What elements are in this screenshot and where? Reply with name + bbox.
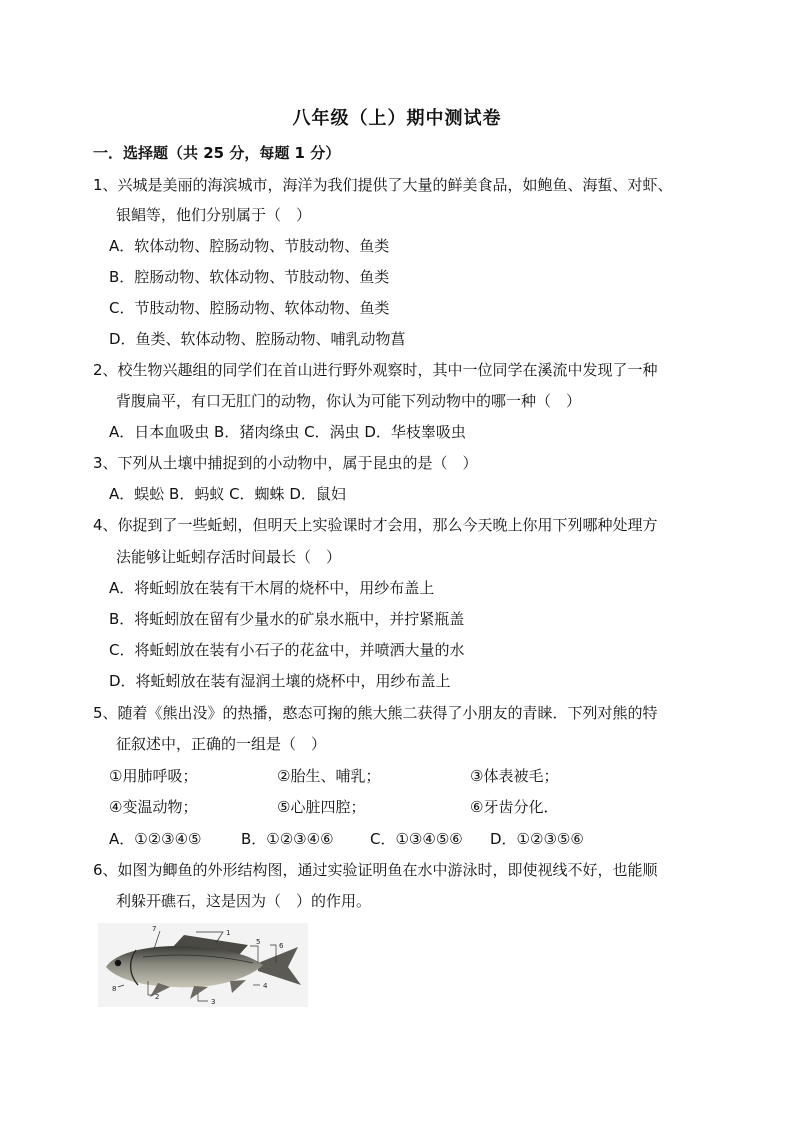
question-4-line-2: 法能够让蚯蚓存活时间最长（ ） <box>116 548 342 566</box>
question-1-option-a: A．软体动物、腔肠动物、节肢动物、鱼类 <box>109 237 390 255</box>
question-2-options: A．日本血吸虫 B．猪肉绦虫 C．涡虫 D．华枝睾吸虫 <box>109 423 466 441</box>
fig-label-2: 2 <box>155 993 160 1001</box>
question-5-item-5: ⑤心脏四腔； <box>277 798 366 816</box>
question-6-line-1: 6、如图为鲫鱼的外形结构图，通过实验证明鱼在水中游泳时，即使视线不好，也能顺 <box>93 861 658 879</box>
question-4-option-c: C．将蚯蚓放在装有小石子的花盆中，并喷洒大量的水 <box>109 641 465 659</box>
question-4-option-b: B．将蚯蚓放在留有少量水的矿泉水瓶中，并拧紧瓶盖 <box>109 610 465 628</box>
fig-label-7: 7 <box>152 925 157 933</box>
question-1-option-b: B．腔肠动物、软体动物、节肢动物、鱼类 <box>109 268 390 286</box>
question-4-option-d: D．将蚯蚓放在装有湿润土壤的烧杯中，用纱布盖上 <box>109 672 451 690</box>
question-3-line-1: 3、下列从土壤中捕捉到的小动物中，属于昆虫的是（ ） <box>93 454 478 472</box>
exam-title: 八年级（上）期中测试卷 <box>292 108 502 129</box>
question-1-option-c: C．节肢动物、腔肠动物、软体动物、鱼类 <box>109 299 390 317</box>
fig-label-4: 4 <box>263 982 268 990</box>
fig-label-6: 6 <box>279 942 284 950</box>
question-5-item-4: ④变温动物； <box>109 798 198 816</box>
fig-label-1: 1 <box>226 929 231 937</box>
question-2-line-1: 2、校生物兴趣组的同学们在首山进行野外观察时，其中一位同学在溪流中发现了一种 <box>93 361 658 379</box>
question-5-item-1: ①用肺呼吸； <box>109 767 198 785</box>
question-5-option-d: D．①②③⑤⑥ <box>490 830 584 848</box>
fig-label-3: 3 <box>211 998 216 1006</box>
question-5-item-6: ⑥牙齿分化． <box>470 798 559 816</box>
question-5-line-2: 征叙述中，正确的一组是（ ） <box>116 735 327 753</box>
question-5-option-b: B．①②③④⑥ <box>241 830 334 848</box>
question-5-item-2: ②胎生、哺乳； <box>277 767 381 785</box>
question-3-options: A．蜈蚣 B．蚂蚁 C．蜘蛛 D．鼠妇 <box>109 485 346 503</box>
question-5-option-a: A．①②③④⑤ <box>109 830 202 848</box>
question-4-line-1: 4、你捉到了一些蚯蚓，但明天上实验课时才会用，那么今天晚上你用下列哪种处理方 <box>93 516 658 534</box>
fig-label-8: 8 <box>112 985 117 993</box>
question-1-line-1: 1、兴城是美丽的海滨城市，海洋为我们提供了大量的鲜美食品，如鲍鱼、海蜇、对虾、 <box>93 176 673 194</box>
question-1-option-d: D．鱼类、软体动物、腔肠动物、哺乳动物菖 <box>109 330 406 348</box>
question-6-line-2: 利躲开礁石，这是因为（ ）的作用。 <box>116 892 372 910</box>
fig-label-5: 5 <box>256 938 261 946</box>
question-2-line-2: 背腹扁平，有口无肛门的动物，你认为可能下列动物中的哪一种（ ） <box>116 392 582 410</box>
crucian-carp-figure <box>98 923 308 1007</box>
question-5-option-c: C．①③④⑤⑥ <box>370 830 463 848</box>
fish-eye <box>115 960 121 966</box>
question-5-item-3: ③体表被毛； <box>470 767 559 785</box>
question-1-line-2: 银鲳等，他们分别属于（ ） <box>116 206 312 224</box>
section-heading: 一．选择题（共 25 分，每题 1 分） <box>93 144 341 162</box>
question-4-option-a: A．将蚯蚓放在装有干木屑的烧杯中，用纱布盖上 <box>109 579 435 597</box>
question-5-line-1: 5、随着《熊出没》的热播，憨态可掬的熊大熊二获得了小朋友的青睐．下列对熊的特 <box>93 704 658 722</box>
